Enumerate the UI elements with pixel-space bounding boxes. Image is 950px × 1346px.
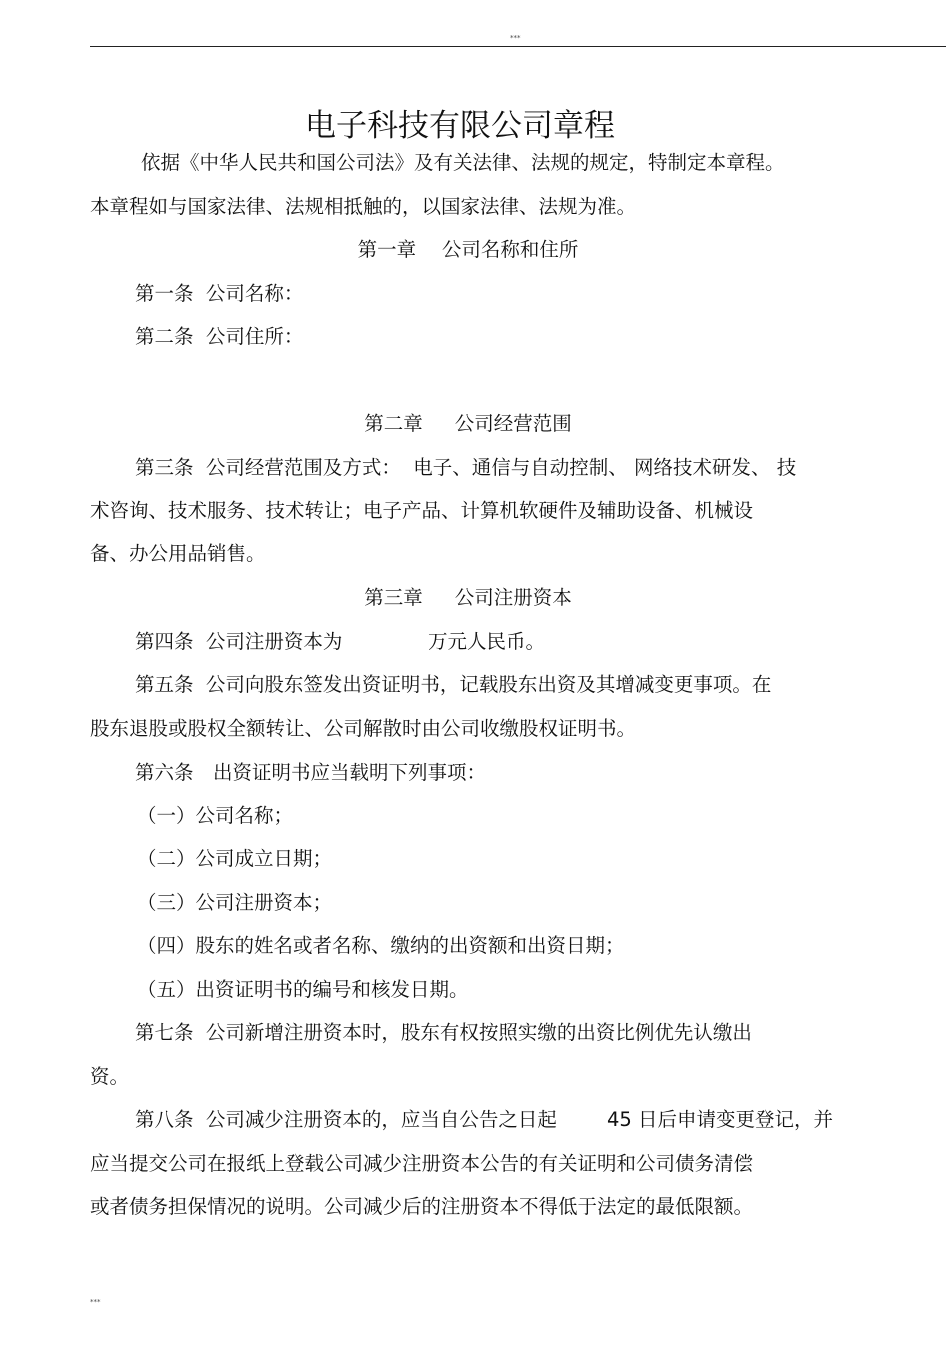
article-7-line-1: 第七条 公司新增注册资本时，股东有权按照实缴的出资比例优先认缴出 xyxy=(135,1021,752,1044)
footer-mark: *** xyxy=(90,1298,101,1306)
article-4-suffix: 万元人民币。 xyxy=(428,630,546,653)
article-6-item-5: （五）出资证明书的编号和核发日期。 xyxy=(137,978,469,1001)
article-3-line-3: 备、办公用品销售。 xyxy=(90,542,266,565)
article-8-line-3: 或者债务担保情况的说明。公司减少后的注册资本不得低于法定的最低限额。 xyxy=(90,1195,754,1218)
intro-line-1: 依据《中华人民共和国公司法》及有关法律、法规的规定，特制定本章程。 xyxy=(141,151,785,174)
article-6-item-3: （三）公司注册资本； xyxy=(137,891,333,914)
header-mark: *** xyxy=(510,34,521,42)
chapter-2-heading: 第二章 公司经营范围 xyxy=(364,412,572,435)
chapter-3-heading: 第三章 公司注册资本 xyxy=(364,586,572,609)
article-7-line-2: 资。 xyxy=(90,1065,130,1088)
document-title: 电子科技有限公司章程 xyxy=(305,108,615,144)
intro-line-2: 本章程如与国家法律、法规相抵触的，以国家法律、法规为准。 xyxy=(90,195,637,218)
article-5-line-1: 第五条 公司向股东签发出资证明书，记载股东出资及其增减变更事项。在 xyxy=(135,673,772,696)
article-6: 第六条 出资证明书应当载明下列事项： xyxy=(135,761,487,784)
article-8-line-2: 应当提交公司在报纸上登载公司减少注册资本公告的有关证明和公司债务清偿 xyxy=(90,1152,754,1175)
header-rule xyxy=(90,46,946,47)
chapter-1-heading: 第一章 公司名称和住所 xyxy=(357,238,579,261)
article-4-prefix: 第四条 公司注册资本为 xyxy=(135,630,343,653)
article-1: 第一条 公司名称： xyxy=(135,282,304,305)
article-6-item-2: （二）公司成立日期； xyxy=(137,847,333,870)
article-2: 第二条 公司住所： xyxy=(135,325,304,348)
article-5-line-2: 股东退股或股权全额转让、公司解散时由公司收缴股权证明书。 xyxy=(90,717,637,740)
article-6-item-1: （一）公司名称； xyxy=(137,804,294,827)
article-8-prefix: 第八条 公司减少注册资本的，应当自公告之日起 xyxy=(135,1108,557,1131)
article-3-line-2: 术咨询、技术服务、技术转让；电子产品、计算机软硬件及辅助设备、机械设 xyxy=(90,499,754,522)
article-3-line-1: 第三条 公司经营范围及方式： 电子、通信与自动控制、 网络技术研发、 技 xyxy=(135,456,797,479)
article-8-days: 45 日后申请变更登记，并 xyxy=(607,1108,834,1131)
article-6-item-4: （四）股东的姓名或者名称、缴纳的出资额和出资日期； xyxy=(137,934,625,957)
